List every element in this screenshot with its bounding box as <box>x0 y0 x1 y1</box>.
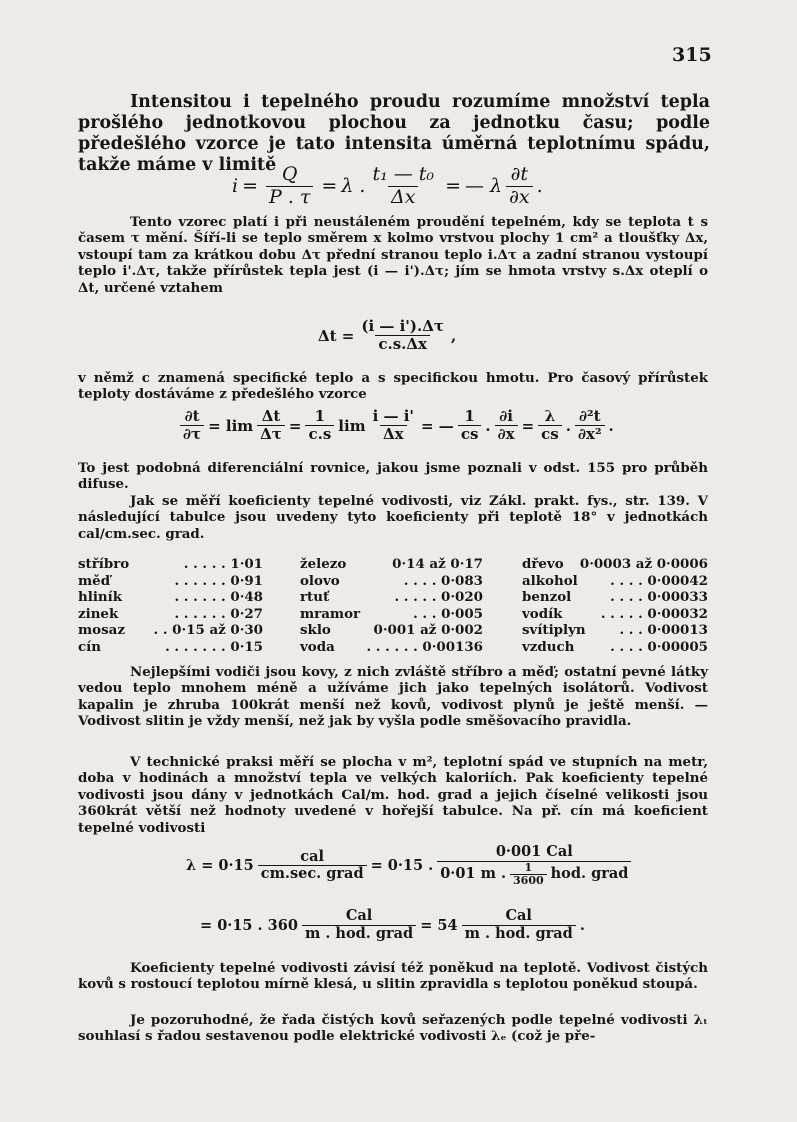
table-row <box>78 606 268 623</box>
table-row <box>522 622 712 639</box>
fraction-denominator: m . hod. grad <box>302 925 416 943</box>
paragraph-diffusion-analogy: To jest podobná diferenciální rovnice, jakou jsme poznali v odst. 155 pro průběh difuse. <box>78 460 708 493</box>
small-fraction <box>510 862 547 888</box>
material-name: stříbro <box>78 556 130 572</box>
material-name: vzduch <box>522 638 575 655</box>
fraction-numerator: 0·001 Cal <box>495 843 573 860</box>
paragraph-electric-analogy: Je pozoruhodné, že řada čistých kovů seřazených podle tepelné vodivosti λₜ souhlasí s řadou sestavenou podle elektrické vodivosti λₑ (což je pře- <box>78 1012 708 1045</box>
material-value: . . . . . . 0·91 <box>174 572 263 589</box>
material-name: benzol <box>522 589 572 605</box>
table-column <box>522 556 712 655</box>
fraction <box>370 408 417 444</box>
fraction <box>575 408 605 444</box>
fraction-denominator: Δx <box>380 425 407 443</box>
table-row <box>522 589 712 606</box>
table-row <box>78 573 268 590</box>
material-name: mosaz <box>78 622 125 638</box>
formula-lhs: Δt = <box>318 326 355 345</box>
fraction-denominator: c.s.Δx <box>375 335 430 353</box>
material-name: alkohol <box>522 572 578 589</box>
formula-op: . <box>565 416 571 435</box>
formula-op: = 54 <box>420 916 458 934</box>
page-number: 315 <box>672 44 712 66</box>
material-value: . . . . . . 0·00136 <box>366 638 483 655</box>
formula-op: = lim <box>208 416 254 435</box>
material-name: sklo <box>300 622 331 638</box>
formula-end: . <box>608 416 614 435</box>
table-row <box>522 639 712 656</box>
fraction-denominator: ∂x <box>506 186 533 209</box>
fraction-denominator: m . hod. grad <box>462 925 576 943</box>
fraction-denominator: ∂x² <box>575 425 605 443</box>
fraction-numerator: ∂t <box>184 407 200 425</box>
formula-lhs: i <box>232 175 239 198</box>
material-value: . . . . . . 0·48 <box>174 589 263 605</box>
material-name: svítiplyn <box>522 622 586 638</box>
table-row <box>300 556 490 573</box>
fraction-denominator-compound <box>437 861 631 888</box>
fraction <box>458 408 482 444</box>
material-name: rtuť <box>300 589 330 605</box>
intro-paragraph: Intensitou i tepelného proudu rozumíme množství tepla prošlého jednotkovou plochou za jednotku času; podle předešlého vzorce je tato intensita úměrná teplotnímu spádu, takže máme v limitě <box>78 92 710 175</box>
table-row <box>78 556 268 573</box>
fraction <box>305 408 334 444</box>
fraction <box>258 849 367 883</box>
formula-diffusion <box>176 408 614 444</box>
table-row <box>78 639 268 656</box>
fraction <box>302 908 416 942</box>
formula-lambda: λ . <box>341 175 366 198</box>
fraction-numerator: 1 <box>314 407 326 425</box>
material-value: . . . . 0·00033 <box>610 589 708 605</box>
formula-op: = — <box>421 416 454 435</box>
material-value: . . . . 0·00005 <box>610 638 708 655</box>
formula-equals: = <box>242 175 258 198</box>
formula-end: . <box>579 916 585 934</box>
fraction-numerator: 1 <box>524 860 533 874</box>
table-column <box>300 556 490 655</box>
material-name: mramor <box>300 605 361 622</box>
formula-intensity <box>232 164 543 209</box>
material-value: . . 0·15 až 0·30 <box>153 622 263 638</box>
paragraph-temperature-dependence: Koeficienty tepelné vodivosti závisí též poněkud na teplotě. Vodivost čistých kovů s rostoucí teplotou mírně klesá, u slitin zpravidla s teplotou poněkud stoupá. <box>78 960 708 993</box>
material-name: cín <box>78 638 101 655</box>
fraction-numerator: 1 <box>464 407 475 425</box>
table-row <box>300 639 490 656</box>
material-value: . . . . . . . 0·15 <box>165 638 263 655</box>
formula-lhs: = 0·15 . 360 <box>200 916 298 934</box>
formula-end: . <box>536 175 543 198</box>
formula-op: = <box>288 416 302 435</box>
denominator-prefix: 0·01 m . <box>440 865 507 883</box>
formula-delta-t <box>318 318 456 354</box>
fraction <box>266 164 313 209</box>
denominator-suffix: hod. grad <box>550 865 629 883</box>
fraction-denominator: ∂x <box>495 425 518 443</box>
material-value: . . . . . . 0·27 <box>174 605 263 622</box>
material-value: 0·001 až 0·002 <box>373 622 483 638</box>
paragraph-specific-heat: v němž c znamená specifické teplo a s specifickou hmotu. Pro časový přírůstek teploty dostáváme z předešlého vzorce <box>78 370 708 403</box>
table-row <box>300 606 490 623</box>
fraction-numerator: Δt <box>261 407 281 425</box>
material-name: zinek <box>78 605 119 622</box>
fraction-numerator: λ <box>544 407 556 425</box>
fraction-numerator: ∂t <box>510 163 529 185</box>
material-name: dřevo <box>522 556 564 572</box>
material-value: . . . . . 0·00032 <box>600 605 708 622</box>
material-name: vodík <box>522 605 563 622</box>
fraction-numerator: Cal <box>505 907 532 924</box>
fraction-numerator: i — i' <box>372 407 415 425</box>
material-value: 0·14 až 0·17 <box>392 556 483 572</box>
table-row <box>522 573 712 590</box>
fraction <box>506 164 533 209</box>
material-name: voda <box>300 638 335 655</box>
fraction-numerator: ∂²t <box>578 407 601 425</box>
formula-minus-lambda: — λ <box>464 175 503 198</box>
material-value: . . . . 0·00042 <box>610 572 708 589</box>
table-row <box>300 573 490 590</box>
material-value: . . . 0·005 <box>413 605 483 622</box>
fraction-denominator: cm.sec. grad <box>258 865 367 883</box>
material-name: hliník <box>78 589 123 605</box>
material-value: . . . . . 0·020 <box>394 589 483 605</box>
fraction-denominator: Δx <box>388 186 418 209</box>
fraction-denominator: Δτ <box>257 425 285 443</box>
fraction-numerator: Cal <box>345 907 373 924</box>
formula-op: lim <box>338 416 366 435</box>
formula-tin-result <box>200 908 585 942</box>
table-row <box>522 556 712 573</box>
fraction <box>437 844 631 888</box>
fraction-denominator: c.s <box>305 425 334 443</box>
fraction-numerator: cal <box>300 847 325 865</box>
fraction <box>369 164 437 209</box>
formula-op: . <box>485 416 491 435</box>
paragraph-unsteady-flow: Tento vzorec platí i při neustáleném proudění tepelném, kdy se teplota t s časem τ mění. Šíří-li se teplo směrem x kolmo vrstvou plochy 1 cm² a tloušťky Δx, vstoupí tam za krátkou dobu Δτ přední stranou teplo i.Δτ a zadní stranou vystoupí teplo i'.Δτ, takže přírůstek tepla jest (i — i').Δτ; jím se hmota vrstvy s.Δx oteplí o Δt, určené vztahem <box>78 214 708 296</box>
material-value: 0·0003 až 0·0006 <box>579 556 708 572</box>
formula-equals: = <box>321 175 338 198</box>
fraction-denominator: cs <box>458 425 482 443</box>
material-value: . . . . 0·083 <box>403 572 483 589</box>
fraction-denominator: 3600 <box>510 874 547 888</box>
formula-end: , <box>450 326 457 345</box>
table-row <box>78 589 268 606</box>
paragraph-best-conductors: Nejlepšími vodiči jsou kovy, z nich zvláště stříbro a měď; ostatní pevné látky vedou teplo mnohem méně a užíváme jich jako tepelných isolátorů. Vodivost kapalin je zhruba 100krát menší než kovů, vodivost plynů je ještě menší. — Vodivost slitin je vždy menší, než jak by vyšla podle směšovacího pravidla. <box>78 664 708 730</box>
formula-op: = 0·15 . <box>370 857 434 875</box>
fraction <box>257 408 285 444</box>
table-row <box>300 589 490 606</box>
fraction-denominator: P . τ <box>266 186 313 209</box>
fraction <box>538 408 562 444</box>
fraction <box>462 908 576 942</box>
formula-op: = <box>521 416 535 435</box>
paragraph-measurement: Jak se měří koeficienty tepelné vodivosti, viz Zákl. prakt. fys., str. 139. V následující tabulce jsou uvedeny tyto koeficienty při teplotě 18° v jednotkách cal/cm.sec. grad. <box>78 493 708 542</box>
fraction-denominator: ∂τ <box>180 425 204 443</box>
material-value: . . . . . 1·01 <box>183 556 263 572</box>
table-row <box>522 606 712 623</box>
fraction <box>358 318 447 354</box>
paragraph-technical-units: V technické praksi měří se plocha v m², teplotní spád ve stupních na metr, doba v hodinách a množství tepla ve velkých kaloriích. Pak koeficienty tepelné vodivosti jsou dány v jednotkách Cal/m. hod. grad a jejich číselné velikosti jsou 360krát větší než hodnoty uvedené v hořejší tabulce. Na př. cín má koeficient tepelné vodivosti <box>78 754 708 836</box>
material-value: . . . 0·00013 <box>619 622 708 638</box>
fraction <box>180 408 204 444</box>
fraction-denominator: cs <box>538 425 562 443</box>
formula-lhs: λ = 0·15 <box>186 857 254 875</box>
fraction <box>495 408 518 444</box>
material-name: železo <box>300 556 347 572</box>
table-row <box>300 622 490 639</box>
fraction-numerator: Q <box>281 163 298 185</box>
fraction-numerator: ∂i <box>499 407 513 425</box>
fraction-numerator: t₁ — t₀ <box>372 163 435 185</box>
table-row <box>78 622 268 639</box>
table-column <box>78 556 268 655</box>
material-name: měď <box>78 572 111 589</box>
formula-tin-conductivity <box>186 844 635 888</box>
material-name: olovo <box>300 572 340 589</box>
formula-equals: = <box>445 175 461 198</box>
fraction-numerator: (i — i').Δτ <box>361 317 444 335</box>
